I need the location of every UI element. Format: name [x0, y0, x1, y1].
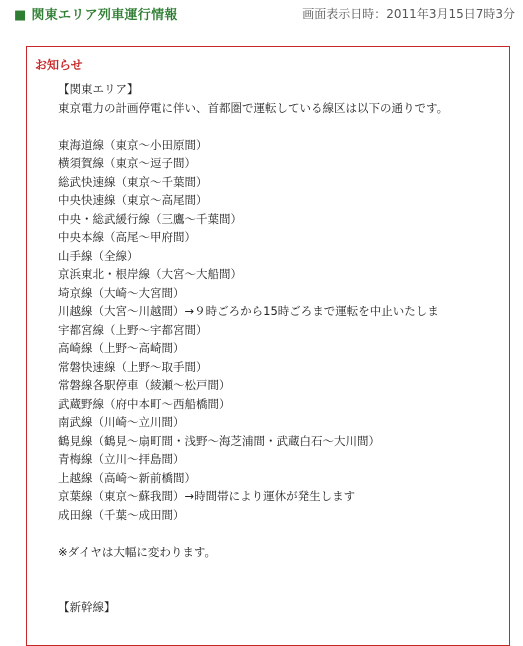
list-item: 常磐線各駅停車（綾瀬〜松戸間）	[58, 378, 231, 392]
area-label: 【関東エリア】	[58, 82, 139, 96]
spacer	[58, 561, 498, 598]
list-item: 青梅線（立川〜拝島間）	[58, 452, 185, 466]
list-item: 埼京線（大崎〜大宮間）	[58, 285, 185, 300]
notice-intro: 東京電力の計画停電に伴い、首都圏で運転している線区は以下の通りです。	[58, 100, 449, 115]
notice-body	[58, 80, 498, 617]
next-section-label: 【新幹線】	[58, 600, 116, 614]
list-item: 上越線（高崎〜新前橋間）	[58, 470, 196, 485]
list-item: 宇都宮線（上野〜宇都宮間）	[58, 322, 208, 337]
list-item: 東海道線（東京〜小田原間）	[58, 137, 208, 152]
page-title: ■ 関東エリア列車運行情報	[14, 8, 178, 23]
list-item: 川越線（大宮〜川越間）→９時ごろから15時ごろまで運転を中止いたしま	[58, 304, 439, 318]
spacer	[58, 117, 498, 136]
spacer	[58, 524, 498, 543]
list-item: 横須賀線（東京〜逗子間）	[58, 156, 196, 170]
list-item: 武蔵野線（府中本町〜西船橋間）	[58, 396, 231, 411]
display-timestamp: 画面表示日時：2011年3月15日7時3分	[302, 7, 515, 21]
list-item: 成田線（千葉〜成田間）	[58, 507, 185, 522]
list-item: 山手線（全線）	[58, 248, 139, 263]
header-bar	[0, 0, 523, 26]
list-item: 中央快速線（東京〜高尾間）	[58, 193, 208, 207]
schedule-note: ※ダイヤは大幅に変わります。	[58, 544, 216, 559]
list-item: 常磐快速線（上野〜取手間）	[58, 359, 208, 374]
list-item: 京葉線（東京〜蘇我間）→時間帯により運休が発生します	[58, 489, 356, 503]
list-item: 鶴見線（鶴見〜扇町間・浅野〜海芝浦間・武蔵白石〜大川間）	[58, 433, 380, 448]
list-item: 京浜東北・根岸線（大宮〜大船間）	[58, 267, 242, 281]
list-item: 高崎線（上野〜高崎間）	[58, 341, 185, 355]
operating-lines-list	[58, 136, 498, 525]
list-item: 中央本線（高尾〜甲府間）	[58, 230, 196, 244]
notice-panel	[26, 46, 510, 646]
notice-heading: お知らせ	[35, 58, 83, 72]
list-item: 総武快速線（東京〜千葉間）	[58, 174, 208, 189]
list-item: 中央・総武緩行線（三鷹〜千葉間）	[58, 211, 242, 226]
list-item: 南武線（川崎〜立川間）	[58, 415, 185, 429]
